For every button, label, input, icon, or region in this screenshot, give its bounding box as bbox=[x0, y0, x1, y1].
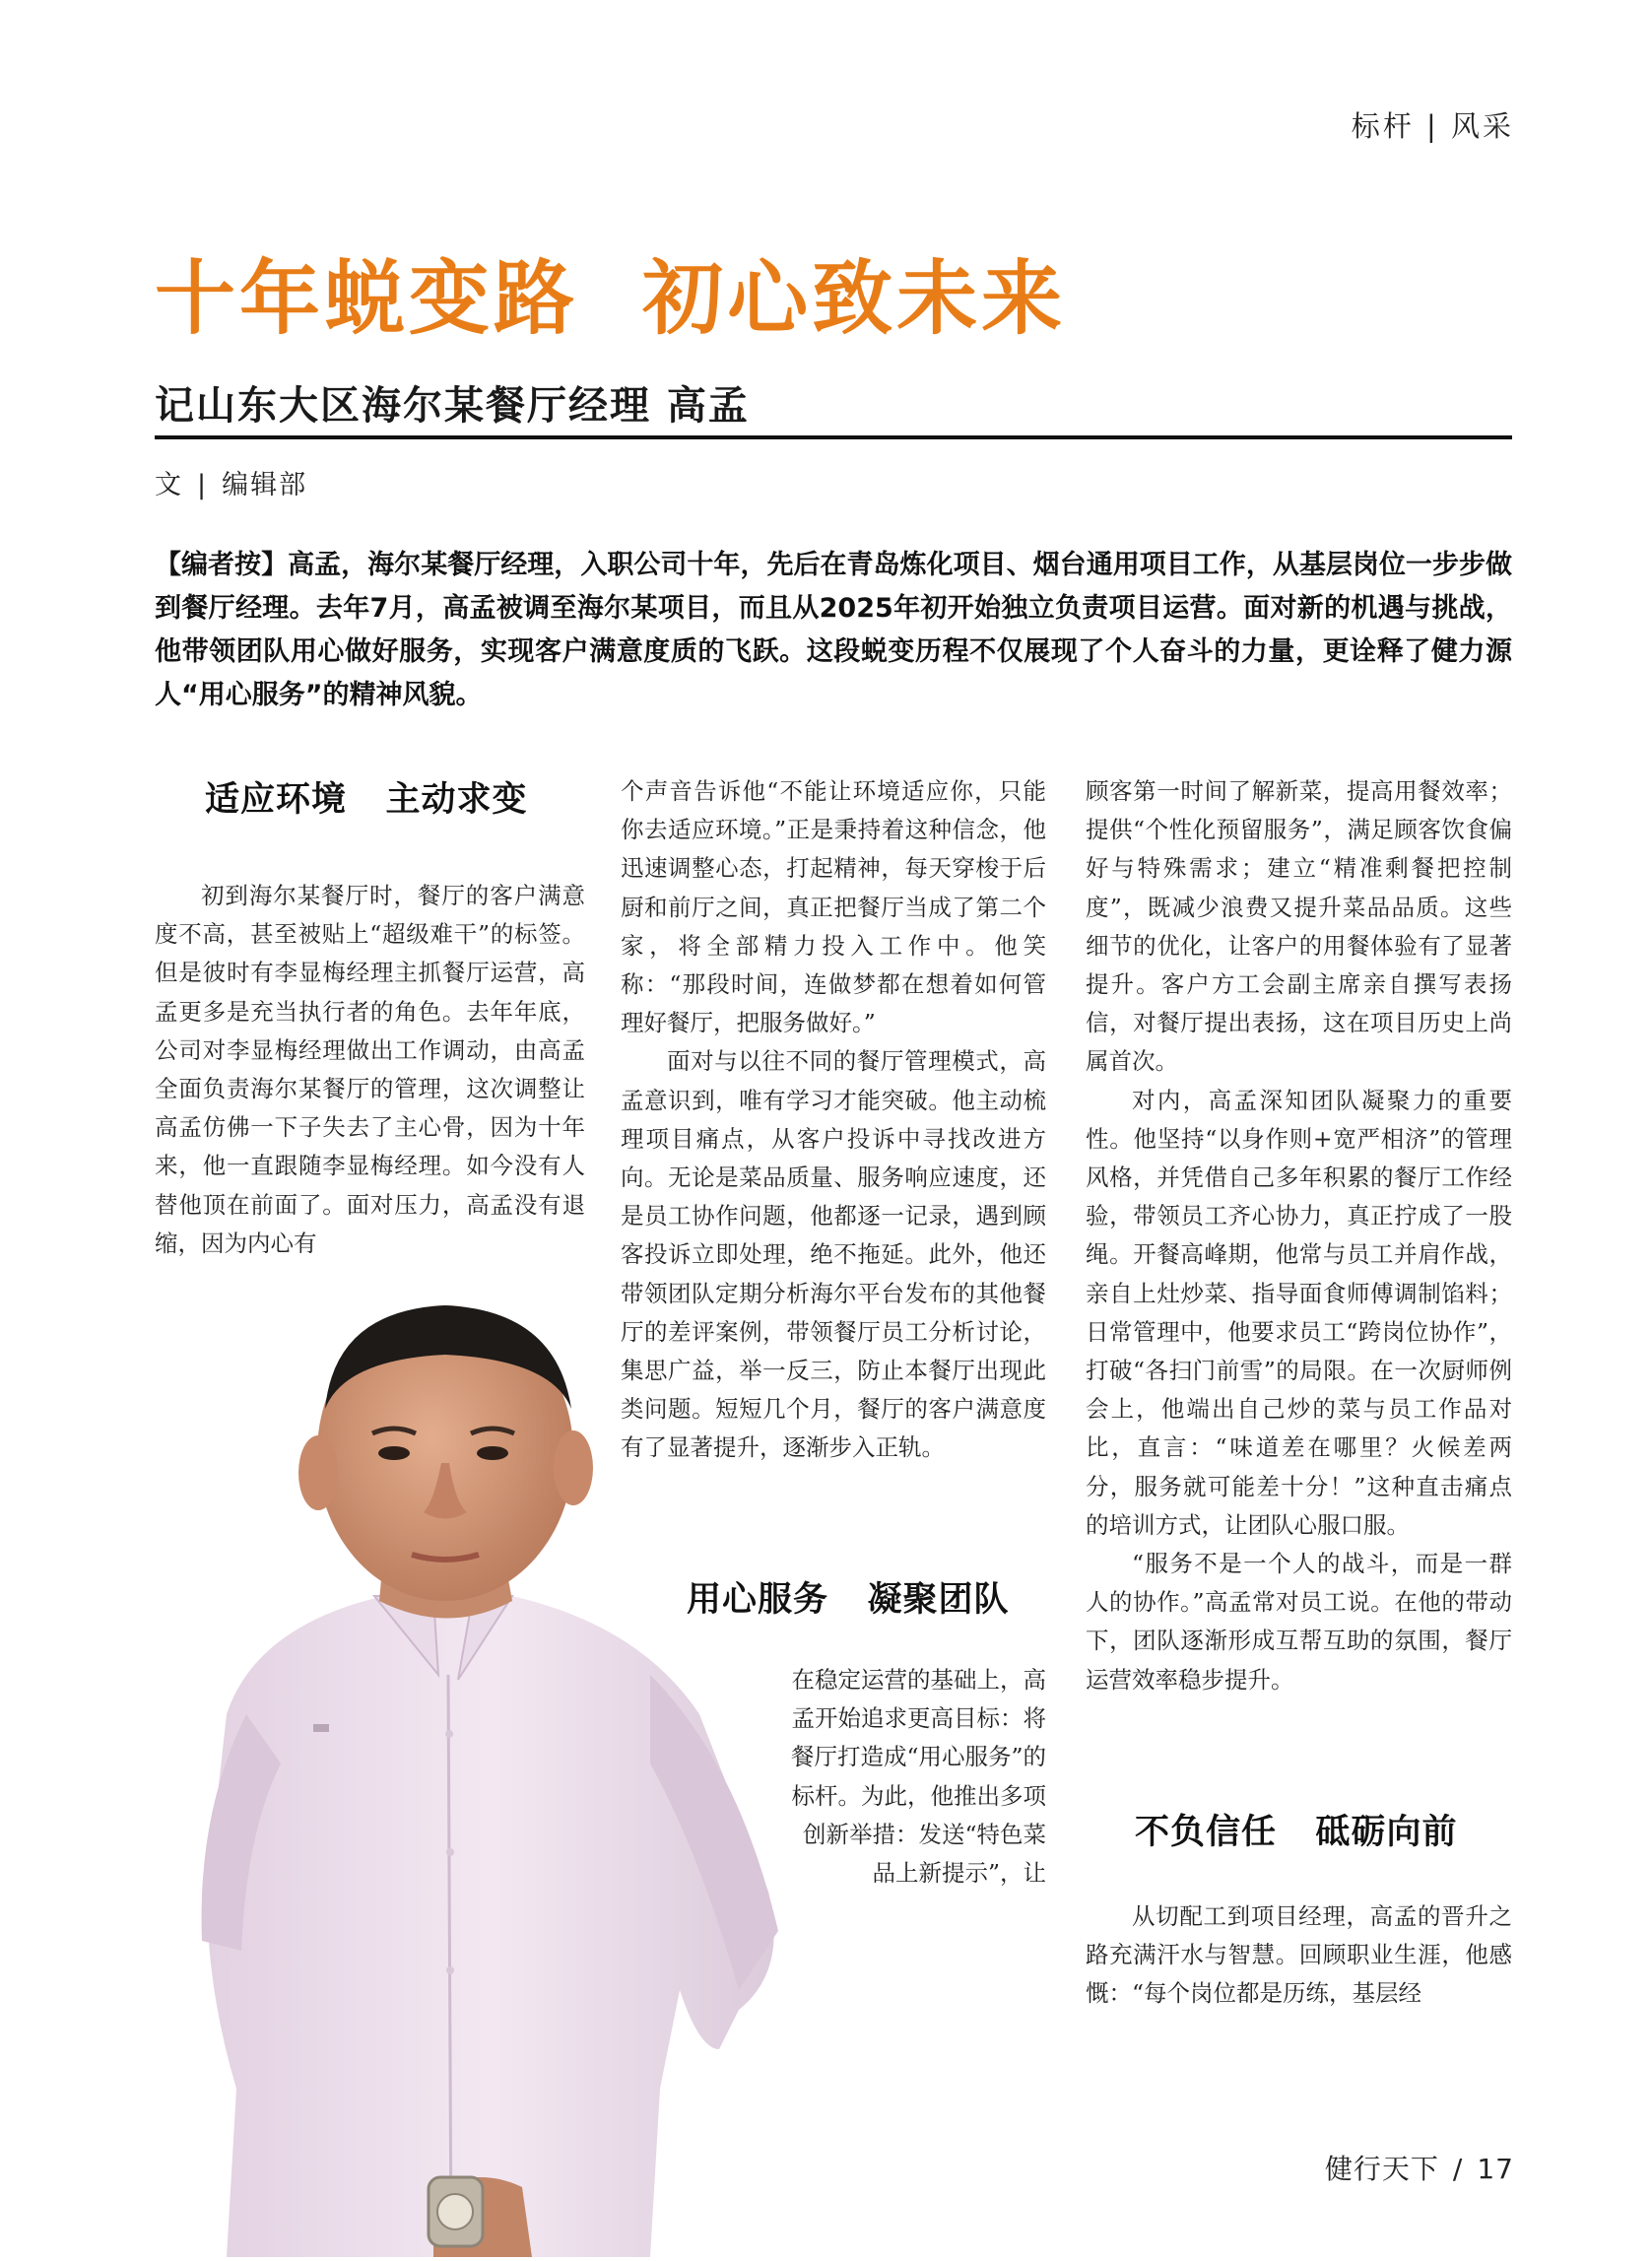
publication-name: 健行天下 bbox=[1324, 2153, 1439, 2185]
section-heading-2: 用心服务 凝聚团队 bbox=[687, 1580, 1010, 1620]
title-divider bbox=[155, 435, 1512, 439]
article-subtitle: 记山东大区海尔某餐厅经理 高孟 bbox=[155, 383, 750, 429]
section-divider: | bbox=[1425, 109, 1439, 143]
paragraph: 个声音告诉他“不能让环境适应你，只能你去适应环境。”正是秉持着这种信念，他迅速调整心态，打起精神，每天穿梭于后厨和前厅之间，真正把餐厅当成了第二个家，将全部精力投入工作中。他笑称：“那段时间，连做梦都在想着如何管理好餐厅，把服务做好。” bbox=[621, 777, 1046, 1037]
section-heading-3: 不负信任 砥砺向前 bbox=[1135, 1813, 1458, 1852]
paragraph: 初到海尔某餐厅时，餐厅的客户满意度不高，甚至被贴上“超级难干”的标签。但是彼时有李显梅经理主抓餐厅运营，高孟更多是充当执行者的角色。去年年底，公司对李显梅经理做出工作调动，由高孟全面负责海尔某餐厅的管理，这次调整让高孟仿佛一下子失去了主心骨，因为十年来，他一直跟随李显梅经理。如今没有人替他顶在前面了。面对压力，高孟没有退缩，因为内心有 bbox=[155, 882, 585, 1257]
section-tag bbox=[1352, 104, 1514, 145]
section-heading-1: 适应环境 主动求变 bbox=[205, 780, 528, 820]
column-3-continued-text bbox=[1086, 1897, 1512, 2014]
article-title: 十年蜕变路 初心致未来 bbox=[155, 251, 1067, 346]
subsection-label: 风采 bbox=[1450, 109, 1514, 143]
byline-label: 文 bbox=[155, 470, 183, 500]
column-3-text bbox=[1086, 772, 1512, 1699]
wrapped-paragraph bbox=[788, 1661, 1046, 1893]
footer-slash: / bbox=[1452, 2153, 1464, 2185]
column-2-text bbox=[621, 772, 1046, 1468]
paragraph: “服务不是一个人的战斗，而是一群人的协作。”高孟常对员工说。在他的带动下，团队逐渐形成互帮互助的氛围，餐厅运营效率稳步提升。 bbox=[1086, 1550, 1512, 1694]
paragraph: 顾客第一时间了解新菜，提高用餐效率；提供“个性化预留服务”，满足顾客饮食偏好与特殊需求；建立“精准剩餐把控制度”，既减少浪费又提升菜品品质。这些细节的优化，让客户的用餐体验有了显著提升。客户方工会副主席亲自撰写表扬信，对餐厅提出表扬，这在项目历史上尚属首次。 bbox=[1086, 777, 1512, 1076]
paragraph: 对内，高孟深知团队凝聚力的重要性。他坚持“以身作则+宽严相济”的管理风格，并凭借自己多年积累的餐厅工作经验，带领员工齐心协力，真正拧成了一股绳。开餐高峰期，他常与员工并肩作战，亲自上灶炒菜、指导面食师傅调制馅料；日常管理中，他要求员工“跨岗位协作”，打破“各扫门前雪”的局限。在一次厨师例会上，他端出自己炒的菜与员工作品对比，直言：“味道差在哪里？火候差两分，服务就可能差十分！”这种直击痛点的培训方式，让团队心服口服。 bbox=[1086, 1086, 1512, 1539]
paragraph: 面对与以往不同的餐厅管理模式，高孟意识到，唯有学习才能突破。他主动梳理项目痛点，从客户投诉中寻找改进方向。无论是菜品质量、服务响应速度，还是员工协作问题，他都逐一记录，遇到顾客投诉立即处理，绝不拖延。此外，他还带领团队定期分析海尔平台发布的其他餐厅的差评案例，带领餐厅员工分析讨论，集思广益，举一反三，防止本餐厅出现此类问题。短短几个月，餐厅的客户满意度有了显著提升，逐渐步入正轨。 bbox=[621, 1047, 1046, 1462]
byline-divider: | bbox=[197, 470, 209, 500]
paragraph: 在稳定运营的基础上，高孟开始追求更高目标：将餐厅打造成“用心服务”的标杆。为此，他推出多项创新举措：发送“特色菜品上新提示”，让 bbox=[790, 1666, 1046, 1888]
editor-note: 【编者按】高孟，海尔某餐厅经理，入职公司十年，先后在青岛炼化项目、烟台通用项目工作，从基层岗位一步步做到餐厅经理。去年7月，高孟被调至海尔某项目，而且从2025年初开始独立负责项目运营。面对新的机遇与挑战，他带领团队用心做好服务，实现客户满意度质的飞跃。这段蜕变历程不仅展现了个人奋斗的力量，更诠释了健力源人“用心服务”的精神风貌。 bbox=[155, 550, 1512, 710]
byline-author: 编辑部 bbox=[222, 470, 308, 500]
page-footer bbox=[1325, 2148, 1514, 2187]
byline bbox=[155, 463, 307, 501]
column-1-text bbox=[155, 877, 585, 1263]
page-number: 17 bbox=[1477, 2153, 1514, 2185]
paragraph: 从切配工到项目经理，高孟的晋升之路充满汗水与智慧。回顾职业生涯，他感慨：“每个岗位都是历练，基层经 bbox=[1086, 1902, 1512, 2008]
section-label: 标杆 bbox=[1351, 109, 1415, 143]
